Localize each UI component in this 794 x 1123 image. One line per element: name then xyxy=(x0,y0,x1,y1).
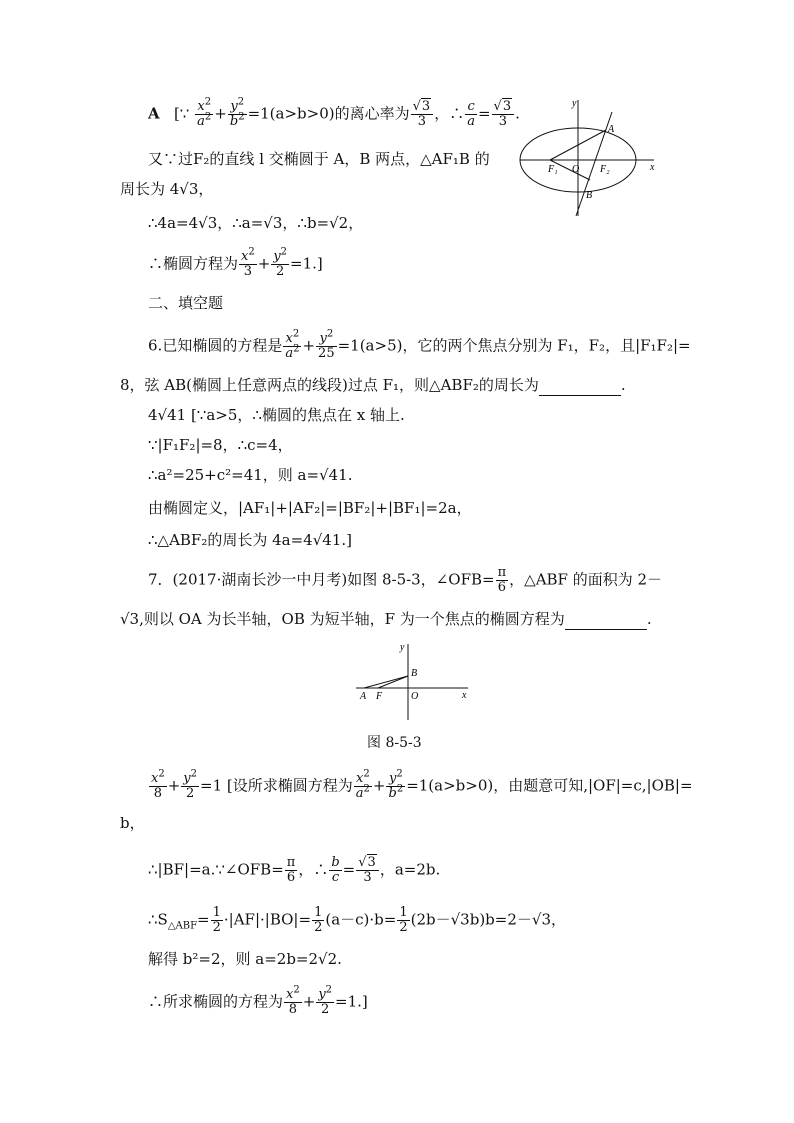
p5-line2: 又∵过F₂的直线 l 交椭圆于 A，B 两点，△AF₁B 的 xyxy=(148,150,490,168)
p5-line4: ∴4a=4√3，∴a=√3，∴b=√2， xyxy=(148,214,364,232)
p5-line1: A [∵ $\frac{x^2}{a^2}$ + $\frac{y^2}{b^2}$ =1(a>b>0)的离心率为 $\frac{√3}{3}$ ，∴ $\frac{c}{a}$ = $\frac{√3}{3}$ . xyxy=(148,96,520,129)
fig1-label-y: y xyxy=(572,98,577,109)
frac-x2-a2-p6: $\frac{x^2}{a^2}$ xyxy=(285,328,300,361)
p5-line5: ∴椭圆方程为 $\frac{x^2}{3}$ + $\frac{y^2}{2}$ =1.] xyxy=(148,246,323,279)
frac-x2-8b: $\frac{x^2}{8}$ xyxy=(286,984,300,1017)
frac-x2-a2-p7: $\frac{x^2}{a^2}$ xyxy=(355,768,370,801)
fig1-label-F2: F₂ xyxy=(600,164,610,175)
p7-sol-line3: ∴|BF|=a.∵∠OFB= $\frac{\pi}{6}$ ，∴ $\frac{b}{c}$ = $\frac{√3}{3}$ ，a=2b. xyxy=(148,855,441,885)
frac-y2-b2-p7: $\frac{y^2}{b^2}$ xyxy=(388,768,404,801)
frac-pi-6: $\frac{\pi}{6}$ xyxy=(497,565,507,595)
fig1-label-O: O xyxy=(572,164,580,175)
frac-y2-2: $\frac{y^2}{2}$ xyxy=(273,246,288,279)
p6-line2: 8，弦 AB(椭圆上任意两点的线段)过点 F₁，则△ABF₂的周长为 . xyxy=(120,376,626,394)
p6-sol-line1: 4√41 [∵a>5，∴椭圆的焦点在 x 轴上. xyxy=(148,406,405,424)
fig1-label-A: A xyxy=(608,124,615,135)
section-heading: 二、填空题 xyxy=(148,294,224,312)
answer-blank-7[interactable] xyxy=(565,613,647,630)
p7-line1: 7．(2017·湖南长沙一中月考)如图 8-5-3，∠OFB= $\frac{\pi}{6}$ ，△ABF 的面积为 2－ xyxy=(148,565,663,595)
p5-cond: =1(a>b>0)的离心率为 xyxy=(247,104,410,123)
p6-sol-line2: ∵|F₁F₂|=8，∴c=4， xyxy=(148,436,293,454)
p6-sol-line5: ∴△ABF₂的周长为 4a=4√41.] xyxy=(148,531,352,549)
frac-1-2a: $\frac{1}{2}$ xyxy=(212,905,221,935)
p7-sol-line6: ∴所求椭圆的方程为 $\frac{x^2}{8}$ + $\frac{y^2}{2}$ =1.] xyxy=(148,984,368,1017)
figure-caption: 图 8-5-3 xyxy=(367,735,422,751)
fig2-label-O: O xyxy=(411,691,419,702)
answer-blank-6[interactable] xyxy=(539,379,621,396)
triangle-figure xyxy=(354,642,474,722)
frac-pi-6b: $\frac{\pi}{6}$ xyxy=(286,855,296,885)
p7-line2: √3,则以 OA 为长半轴，OB 为短半轴，F 为一个焦点的椭圆方程为 . xyxy=(120,610,652,628)
ellipse-figure xyxy=(512,98,662,218)
fig2-label-y: y xyxy=(400,642,405,653)
frac-y2-2c: $\frac{y^2}{2}$ xyxy=(318,984,333,1017)
frac-x2-3: $\frac{x^2}{3}$ xyxy=(241,246,255,279)
frac-1-2c: $\frac{1}{2}$ xyxy=(399,905,408,935)
fig2-label-A: A xyxy=(360,691,367,702)
frac-sqrt3-3b: $\frac{√3}{3}$ xyxy=(492,100,515,129)
p7-sol-line5: 解得 b²=2，则 a=2b=2√2. xyxy=(148,950,342,968)
answer-letter: A xyxy=(148,104,160,123)
frac-y2-25: $\frac{y^2}{25}$ xyxy=(318,328,335,361)
p6-sol-line3: ∴a²=25+c²=41，则 a=√41. xyxy=(148,466,353,484)
p5-line3: 周长为 4√3， xyxy=(120,180,214,198)
frac-b-c: $\frac{b}{c}$ xyxy=(331,855,340,885)
p5-therefore: ，∴ xyxy=(434,104,465,123)
frac-x2-8: $\frac{x^2}{8}$ xyxy=(151,768,165,801)
p5-prefix: [∵ xyxy=(173,104,190,123)
frac-c-a: $\frac{c}{a}$ xyxy=(467,99,475,129)
frac-y2-b2: $\frac{y^2}{b^2}$ xyxy=(229,96,245,129)
frac-sqrt3-3c: $\frac{√3}{3}$ xyxy=(356,856,379,885)
frac-x2-a2: $\frac{x^2}{a^2}$ xyxy=(197,96,212,129)
fig1-label-F1: F₁ xyxy=(548,164,558,175)
p7-sol-line2: b， xyxy=(120,814,145,832)
frac-1-2b: $\frac{1}{2}$ xyxy=(314,905,323,935)
p6-sol-line4: 由椭圆定义，|AF₁|+|AF₂|=|BF₂|+|BF₁|=2a， xyxy=(148,499,472,517)
p7-sol-line1: $\frac{x^2}{8}$ + $\frac{y^2}{2}$ =1 [设所求椭圆方程为 $\frac{x^2}{a^2}$ + $\frac{y^2}{b^2}$ =1(a>b>0)，由题意可知,|OF|=c,|OB|= xyxy=(151,768,693,801)
p7-sol-line4: $\therefore S_{\triangle ABF}=$ $\frac{1}{2}$ ·|AF|·|BO|= $\frac{1}{2}$ (a－c)·b= $\frac{1}{2}$ (2b－√3b)b=2－√3， xyxy=(148,905,566,935)
fig2-label-x: x xyxy=(462,690,467,701)
fig2-label-F: F xyxy=(376,691,383,702)
p6-line1: 6.已知椭圆的方程是 $\frac{x^2}{a^2}$ + $\frac{y^2}{25}$ =1(a>5)，它的两个焦点分别为 F₁，F₂，且|F₁F₂|= xyxy=(148,328,691,361)
frac-y2-2b: $\frac{y^2}{2}$ xyxy=(183,768,198,801)
frac-sqrt3-3: $\frac{√3}{3}$ xyxy=(411,100,434,129)
fig2-label-B: B xyxy=(411,668,418,679)
fig1-label-B: B xyxy=(586,190,593,201)
fig1-label-x: x xyxy=(650,162,655,173)
